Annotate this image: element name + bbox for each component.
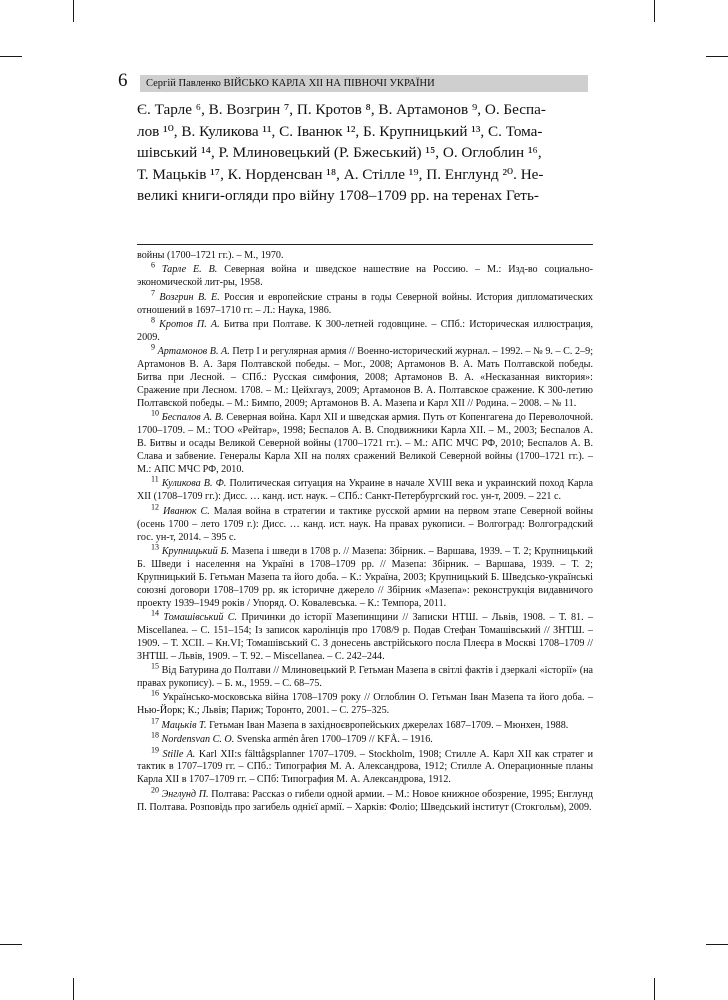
footnote-author: Томашівський С.	[163, 611, 238, 623]
footnote-text: Karl XII:s fälttågsplanner 1707–1709. – Stockholm, 1908; Стилле А. Карл XII как стратег и тактик в 1707–1709 гг. – СПб.: Типография М. А. Александрова, 1912; Стилле А. Операционные планы Карла XII в 1707–1709 гг. – СПб: Типография М. А. Александрова, 1912.	[137, 748, 593, 786]
body-line: лов ¹⁰, В. Куликова ¹¹, С. Іванюк ¹², Б. Крупницький ¹³, С. Тома-	[137, 122, 543, 140]
footnote-text: Россия и европейские страны в годы Северной войны. История дипломатических отношений в 1697–1710 гг. – Л.: Наука, 1986.	[137, 291, 593, 316]
footnote-number: 18	[151, 730, 159, 740]
crop-mark	[654, 0, 655, 22]
footnote-text: Мазепа і шведи в 1708 р. // Мазепа: Збірник. – Варшава, 1939. – Т. 2; Крупницький Б. Шведи і населення на Україні в 1708–1709 рр. // Мазепа: Збірник. – Варшава, 1939. – Т. 2; Крупницький Б. Гетьман Мазепа та його доба. – К.: Україна, 2003; Крупницький Б. Шведсько-українські союзні договори 1708–1709 рр. як історичне джерело // Збірник «Мазепа»: реконструкція видавничого проекту 1939–1949 років / Упоряд. О. Ковалевська. – К.: Темпора, 2011.	[137, 545, 593, 609]
body-text	[137, 99, 593, 207]
footnote-number: 15	[151, 661, 159, 671]
footnote	[137, 785, 594, 815]
running-header	[140, 75, 588, 92]
footnote-author: Кротов П. А.	[159, 319, 220, 331]
footnote	[137, 661, 593, 691]
footnote-number: 7	[151, 288, 155, 298]
footnote-number: 20	[151, 785, 159, 795]
footnote	[137, 315, 594, 345]
footnote-author: Артамонов В. А.	[157, 346, 230, 358]
footnote-text: Северная война. Карл XII и шведская армия. Путь от Копенгагена до Переволочной. 1700–1709. – М.: ТОО «Рейтар», 1998; Беспалов А. В. Сподвижники Карла XII. – М., 2003; Беспалов А. В. Битвы и осады Великой Северной войны (1700–1721 гг.). – М.: АПС МЧС РФ, 2010; Беспалов А. В. Слава и забвение. Генералы Карла XII на полях сражений Великой Северной войны (1700–1721 гг.). – М.: АПС МЧС РФ, 2010.	[137, 412, 593, 475]
footnote-number: 11	[151, 475, 159, 485]
footnote	[137, 342, 594, 411]
crop-mark	[706, 944, 728, 945]
footnote-text: Полтава: Рассказ о гибели одной армии. – М.: Новое книжное обозрение, 1995; Енглунд П. Полтава. Розповідь про загибель однієї армії. – Харків: Фоліо; Шведський інститут (Стокгольм), 2009.	[137, 788, 594, 813]
footnote-author: Крупницький Б.	[161, 545, 229, 557]
footnote-author: Stille A.	[162, 748, 196, 760]
footnote-number: 17	[151, 716, 159, 726]
footnote-number: 6	[151, 261, 155, 271]
footnote	[137, 542, 593, 611]
footnote-text: Малая война в стратегии и тактике русской армии на первом этапе Северной войны (осень 1700 – лето 1709 г.): Дисс. … канд. ист. наук. На правах рукописи. – Волгоград: Волгоградский гос. ун-т, 2014. – 395 с.	[137, 505, 594, 543]
footnote-author: Возгрин В. Е.	[159, 291, 220, 303]
footnote-number: 16	[151, 689, 159, 699]
footnote	[137, 261, 594, 290]
crop-mark	[0, 56, 22, 57]
footnote-author: Куликова В. Ф.	[161, 478, 227, 490]
footnote	[137, 689, 594, 718]
footnote-text: Причинки до історії Мазепинщини // Записки НТШ. – Львів, 1908. – Т. 81. – Miscellanea. – С. 151–154; Із записок каролінців про 1708/9 р. Подав Стефан Томашівський // ЗНТШ. – 1909. – Т. ХСІІ. – Кн.VI; Томашівський С. З донесень австрійського посла Плеєра в Москві 1708–1709 // ЗНТШ. – Львів, 1909. – Т. 92. – Miscellanea. – С. 242–244.	[137, 611, 594, 662]
footnotes	[137, 250, 593, 816]
page-number: 6	[118, 70, 128, 91]
footnote-number: 8	[151, 315, 155, 325]
footnote-text: Гетьман Іван Мазепа в західноєвропейських джерелах 1687–1709. – Мюнхен, 1988.	[209, 719, 569, 731]
body-line: великі книги-огляди про війну 1708–1709 рр. на теренах Геть-	[137, 187, 539, 205]
footnote-number: 13	[151, 542, 159, 552]
footnote-text: Петр I и регулярная армия // Военно-исторический журнал. – 1992. – № 9. – С. 2–9; Артамонов В. А. Заря Полтавской победы. – Мог., 2008; Артамонов В. А. Мать Полтавской победы. Битва при Лесной. – СПб.: Русская симфония, 2008; Артамонов В. А. «Несказанная виктория»: Сражение при Лесном. 1708. – М.: Цейхгауз, 2009; Артамонов В. А. Полтавское сражение. К 300-летию Полтавской победы. – М.: Бимпо, 2009; Артамонов В. А. Мазепа и Карл XII // Родина. – 2008. – № 11.	[137, 346, 594, 409]
header-title: ВІЙСЬКО КАРЛА ХІІ НА ПІВНОЧІ УКРАЇНИ	[223, 78, 435, 89]
footnote-author: Энглунд П.	[161, 788, 209, 800]
footnote-author: Nordensvan C. O.	[161, 734, 235, 746]
footnote	[137, 409, 593, 477]
footnote-text: Политическая ситуация на Украине в начале XVIII века и украинский поход Карла XII (1708–1709 гг.): Дисс. … канд. ист. наук. – СПб.: Санкт-Петербургский гос. ун-т, 2009. – 221 с.	[137, 478, 594, 503]
footnote	[137, 475, 594, 504]
footnote-author: Беспалов А. В.	[161, 412, 224, 424]
footnote-author: Тарле Е. В.	[161, 264, 218, 276]
crop-mark	[73, 978, 74, 1000]
footnote-number: 14	[151, 608, 159, 618]
footnote-rule	[137, 244, 593, 245]
footnote-text: Від Батурина до Полтави // Млиновецький Р. Гетьман Мазепа в світлі фактів і дзеркалі «історії» (на правах рукопису). – Б. м., 1959. – С. 68–75.	[137, 665, 593, 689]
crop-mark	[706, 56, 728, 57]
footnote-number: 10	[151, 409, 159, 418]
footnote-text: Українсько-московська війна 1708–1709 року // Оглоблин О. Гетьман Іван Мазепа та його доба. – Нью-Йорк; К.; Львів; Париж; Торонто, 2001. – С. 275–325.	[137, 692, 594, 717]
footnote	[137, 608, 594, 664]
footnote	[137, 288, 593, 318]
body-line: шівський ¹⁴, Р. Млиновецький (Р. Бжеський) ¹⁵, О. Оглоблин ¹⁶,	[137, 144, 542, 162]
footnote	[137, 250, 593, 263]
footnote-text: Северная война и шведское нашествие на Россию. – М.: Изд-во социально-экономической лит-ры, 1958.	[137, 264, 594, 289]
crop-mark	[0, 944, 22, 945]
footnote	[137, 745, 593, 788]
body-line: Т. Мацьків ¹⁷, К. Норденсван ¹⁸, А. Стілле ¹⁹, П. Енглунд ²⁰. Не-	[137, 165, 544, 183]
crop-mark	[654, 978, 655, 1000]
footnote	[137, 730, 593, 747]
footnote-text: войны (1700–1721 гг.). – М., 1970.	[137, 250, 284, 261]
header-author: Сергій Павленко	[146, 78, 221, 89]
footnote-text: Svenska armén åren 1700–1709 // KFÅ. – 1916.	[236, 734, 433, 746]
footnote	[137, 502, 594, 545]
footnote-number: 12	[151, 502, 159, 512]
footnote-number: 19	[151, 745, 159, 755]
footnote-text: Битва при Полтаве. К 300-летней годовщине. – СПб.: Историческая иллюстрация, 2009.	[137, 319, 594, 343]
footnote	[137, 716, 593, 733]
body-line: Є. Тарле ⁶, В. Возгрин ⁷, П. Кротов ⁸, В. Артамонов ⁹, О. Беспа-	[137, 101, 546, 118]
footnote-number: 9	[151, 342, 155, 352]
crop-mark	[73, 0, 74, 22]
footnote-author: Мацьків Т.	[161, 719, 207, 731]
footnote-author: Иванюк С.	[162, 505, 210, 517]
